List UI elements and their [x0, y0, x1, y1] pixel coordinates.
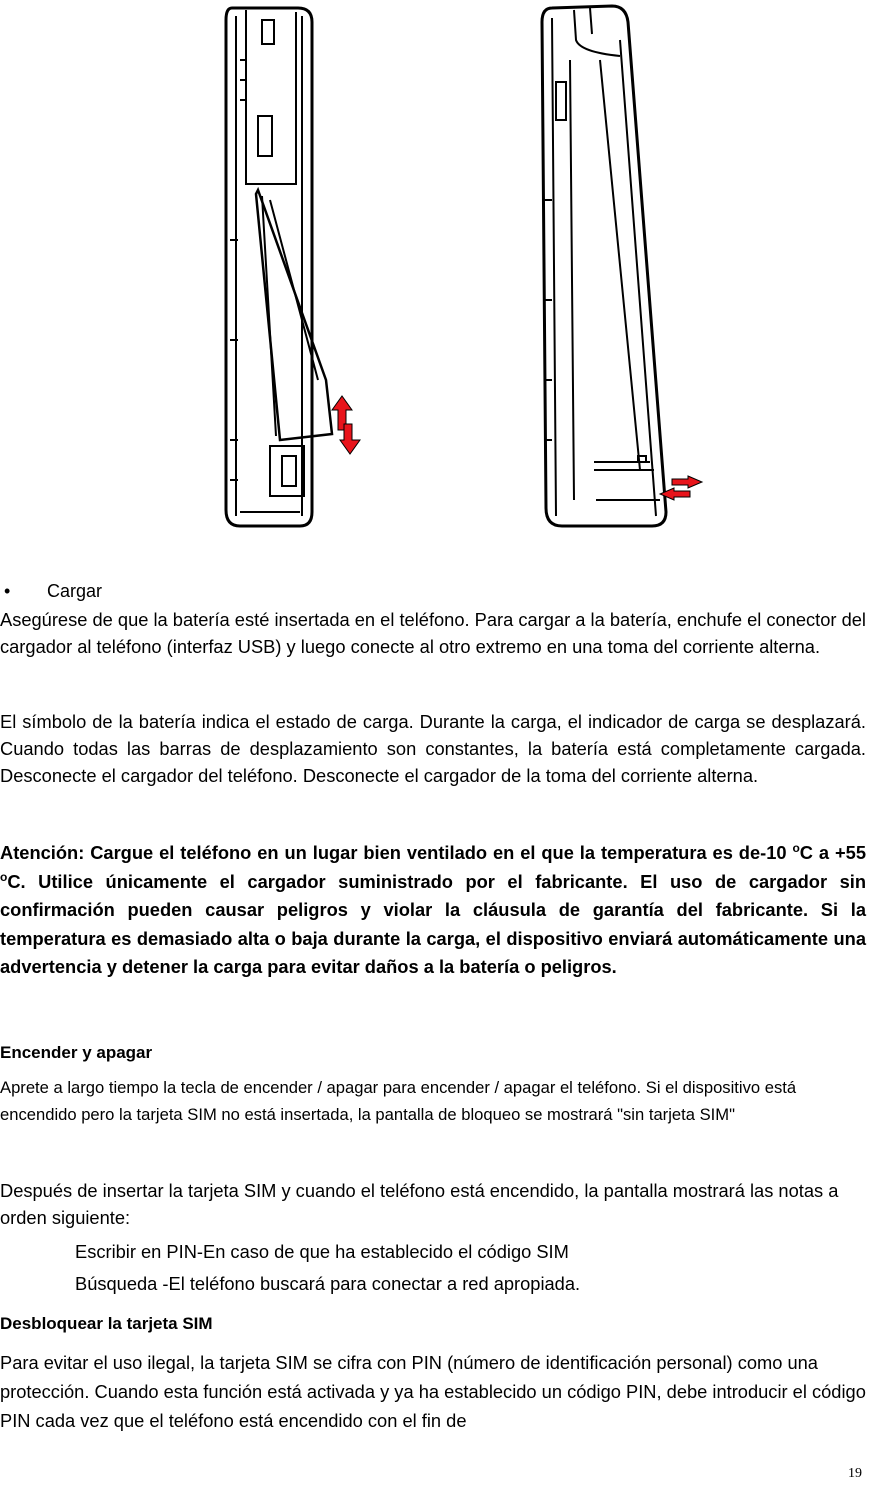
degree-symbol: o: [792, 841, 800, 855]
paragraph-charge-2: El símbolo de la batería indica el estado de carga. Durante la carga, el indicador de carga se desplazará. Cuando todas las barras de desplazamiento son constantes, la batería está completamente cargada. Desconecte el cargador del teléfono. Desconecte el cargador de la toma del corriente alterna.: [0, 711, 866, 786]
attention-text-c: C. Utilice únicamente el cargador suministrado por el fabricante. El uso de cargador sin confirmación pueden causar peligros y violar la cláusula de garantía del fabricante. Si la temperatura es demasiado alta o baja durante la carga, el dispositivo enviará automáticamente una advertencia y detener la carga para evitar daños a la batería o peligros.: [0, 870, 866, 977]
left-right-arrows: [660, 476, 702, 500]
phone-closed-back-drawing: [542, 6, 666, 526]
heading-desbloquear-sim: Desbloquear la tarjeta SIM: [0, 1314, 213, 1333]
attention-note: [0, 839, 866, 982]
degree-symbol: o: [0, 869, 8, 884]
paragraph-charge-1: Asegúrese de que la batería esté insertada en el teléfono. Para cargar a la batería, enchufe el conector del cargador al teléfono (interfaz USB) y luego conecte al otro extremo en una toma del corriente alterna.: [0, 609, 866, 657]
power-item-pin: Escribir en PIN-En caso de que ha establecido el código SIM: [75, 1241, 569, 1262]
bullet-point: •: [4, 581, 11, 601]
attention-text-b: C a +55: [799, 842, 866, 863]
paragraph-unlock-1: Para evitar el uso ilegal, la tarjeta SIM se cifra con PIN (número de identificación personal) como una protección. Cuando esta función está activada y ya ha establecido un código PIN, debe introducir el código PIN cada vez que el teléfono está encendido con el fin de: [0, 1352, 866, 1431]
battery-insertion-illustration: [0, 0, 871, 540]
power-item-search: Búsqueda -El teléfono buscará para conectar a red apropiada.: [75, 1273, 581, 1294]
paragraph-power-2: Después de insertar la tarjeta SIM y cuando el teléfono está encendido, la pantalla mostrará las notas a orden siguiente:: [0, 1180, 839, 1228]
page-number: 19: [848, 1466, 862, 1481]
up-down-arrows: [332, 396, 360, 454]
attention-text-a: Atención: Cargue el teléfono en un lugar bien ventilado en el que la temperatura es de-10: [0, 842, 793, 863]
phone-open-back-drawing: [226, 8, 332, 526]
paragraph-power-1: Aprete a largo tiempo la tecla de encender / apagar para encender / apagar el teléfono. Si el dispositivo está encendido pero la tarjeta SIM no está insertada, la pantalla de bloqueo se mostrará "sin tarjeta SIM": [0, 1078, 797, 1124]
section-title: Cargar: [47, 581, 103, 601]
heading-encender-apagar: Encender y apagar: [0, 1043, 153, 1062]
